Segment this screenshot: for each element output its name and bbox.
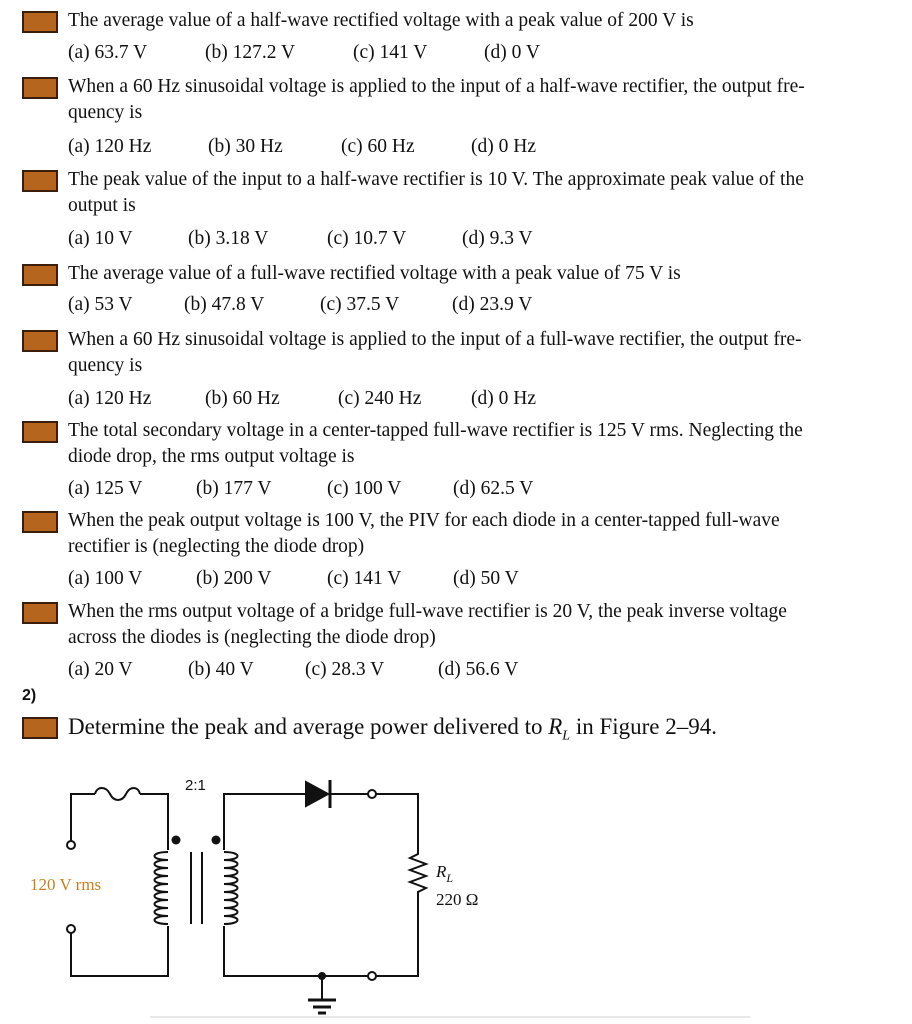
resistor-symbol: R — [436, 862, 447, 881]
load-wire-top — [376, 794, 418, 850]
question-marker — [22, 602, 58, 624]
question-marker — [22, 170, 58, 192]
option-b: (b) 200 V — [196, 568, 272, 589]
section-label: 2) — [22, 687, 37, 704]
option-d: (d) 62.5 V — [453, 478, 534, 499]
option-d: (d) 56.6 V — [438, 659, 519, 680]
polarity-dot-secondary — [212, 836, 221, 845]
question-marker — [22, 421, 58, 443]
load-wire-bottom — [376, 896, 418, 976]
option-c: (c) 28.3 V — [305, 659, 385, 680]
option-a: (a) 53 V — [68, 294, 133, 315]
option-d: (d) 50 V — [453, 568, 519, 589]
diode-symbol — [306, 782, 328, 806]
input-wire-bottom — [71, 926, 168, 976]
question-text: The average value of a full-wave rectified voltage with a peak value of 75 V is — [68, 263, 681, 284]
output-terminal-bottom — [368, 972, 376, 980]
option-c: (c) 10.7 V — [327, 228, 407, 249]
option-c: (c) 240 Hz — [338, 388, 422, 409]
question-text-continued: output is — [68, 195, 136, 216]
question-text-continued: diode drop, the rms output voltage is — [68, 446, 355, 467]
option-d: (d) 0 Hz — [471, 388, 536, 409]
resistor-value-label: 220 Ω — [436, 890, 479, 909]
load-resistor — [410, 850, 426, 896]
input-terminal-bottom — [67, 925, 75, 933]
question-text: The average value of a half-wave rectified voltage with a peak value of 200 V is — [68, 10, 694, 31]
option-d: (d) 0 Hz — [471, 136, 536, 157]
resistor-subscript: L — [446, 871, 454, 885]
option-a: (a) 63.7 V — [68, 42, 148, 63]
option-b: (b) 127.2 V — [205, 42, 296, 63]
option-d: (d) 9.3 V — [462, 228, 533, 249]
option-a: (a) 125 V — [68, 478, 143, 499]
problem-marker — [22, 717, 58, 739]
option-c: (c) 60 Hz — [341, 136, 415, 157]
polarity-dot-primary — [172, 836, 181, 845]
question-marker — [22, 511, 58, 533]
problem-symbol: R — [548, 714, 563, 739]
question-text: When the rms output voltage of a bridge full-wave rectifier is 20 V, the peak inverse voltage — [68, 601, 787, 622]
question-marker — [22, 77, 58, 99]
option-b: (b) 177 V — [196, 478, 272, 499]
option-b: (b) 30 Hz — [208, 136, 283, 157]
option-b: (b) 47.8 V — [184, 294, 265, 315]
ground-wire — [224, 926, 368, 976]
option-b: (b) 3.18 V — [188, 228, 269, 249]
source-voltage-label: 120 V rms — [30, 875, 102, 894]
question-text-continued: rectifier is (neglecting the diode drop) — [68, 536, 365, 557]
question-text-continued: quency is — [68, 355, 143, 376]
question-text: The total secondary voltage in a center-tapped full-wave rectifier is 125 V rms. Neglecting the — [68, 420, 803, 441]
option-a: (a) 10 V — [68, 228, 133, 249]
input-wire-top — [71, 794, 95, 841]
ground-node-dot — [318, 972, 326, 980]
question-text-continued: across the diodes is (neglecting the diode drop) — [68, 627, 436, 648]
question-marker — [22, 264, 58, 286]
question-text: When a 60 Hz sinusoidal voltage is applied to the input of a half-wave rectifier, the output fre- — [68, 76, 805, 97]
option-a: (a) 120 Hz — [68, 136, 152, 157]
resistor-label — [435, 862, 453, 885]
option-c: (c) 37.5 V — [320, 294, 400, 315]
secondary-wire-top — [224, 794, 306, 850]
ground-symbol — [308, 1000, 336, 1013]
problem-text — [68, 713, 888, 751]
question-text-continued: quency is — [68, 102, 143, 123]
problem-text-end: in Figure 2–94. — [570, 714, 718, 739]
option-a: (a) 20 V — [68, 659, 133, 680]
question-text: When a 60 Hz sinusoidal voltage is applied to the input of a full-wave rectifier, the output fre- — [68, 329, 802, 350]
input-wire-to-primary — [140, 794, 168, 850]
input-terminal-top — [67, 841, 75, 849]
option-c: (c) 141 V — [327, 568, 402, 589]
option-a: (a) 120 Hz — [68, 388, 152, 409]
option-d: (d) 23.9 V — [452, 294, 533, 315]
primary-coil — [155, 852, 169, 924]
question-marker — [22, 11, 58, 33]
question-text: When the peak output voltage is 100 V, the PIV for each diode in a center-tapped full-wave — [68, 510, 780, 531]
option-c: (c) 141 V — [353, 42, 428, 63]
secondary-coil — [224, 852, 238, 924]
fuse-symbol — [95, 788, 140, 800]
option-d: (d) 0 V — [484, 42, 540, 63]
problem-text-start: Determine the peak and average power delivered to — [68, 714, 549, 739]
option-a: (a) 100 V — [68, 568, 143, 589]
question-marker — [22, 330, 58, 352]
question-text: The peak value of the input to a half-wave rectifier is 10 V. The approximate peak value of the — [68, 169, 804, 190]
turns-ratio-label: 2:1 — [185, 777, 206, 794]
problem-subscript: L — [562, 728, 571, 744]
output-terminal-top — [368, 790, 376, 798]
option-b: (b) 60 Hz — [205, 388, 280, 409]
bottom-rule — [150, 1016, 750, 1018]
option-b: (b) 40 V — [188, 659, 254, 680]
option-c: (c) 100 V — [327, 478, 402, 499]
rectifier-circuit-diagram — [0, 760, 912, 1024]
